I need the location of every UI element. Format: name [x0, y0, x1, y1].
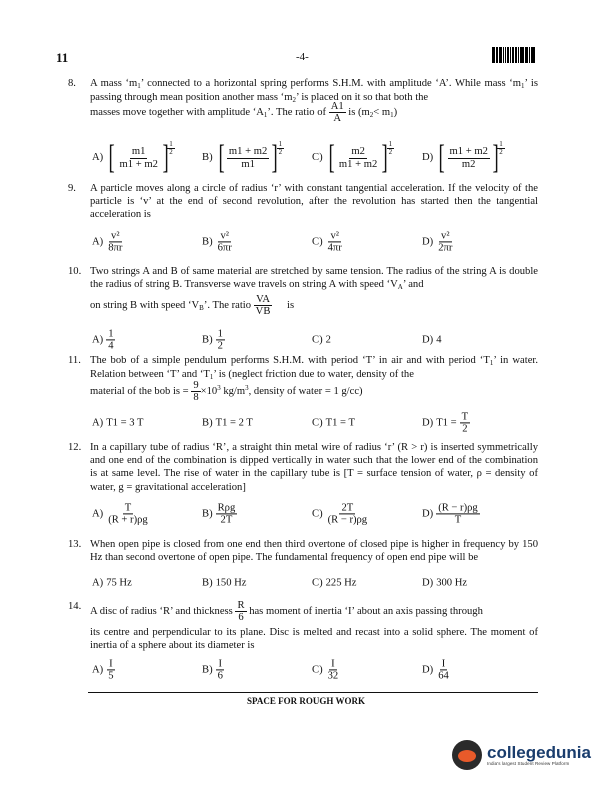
- exp-den: 2: [499, 148, 503, 156]
- exp-den: 2: [388, 148, 393, 156]
- question-9: [68, 182, 538, 222]
- option-label: C): [312, 334, 323, 346]
- question-10-options: [92, 325, 532, 355]
- option-text: T1 = 3 T: [106, 417, 144, 429]
- numerator: v²: [330, 230, 339, 242]
- numerator: (R − r)ρg: [438, 502, 478, 514]
- denominator: m1 + m2: [338, 158, 378, 170]
- option-b: [202, 502, 237, 525]
- option-c: [312, 230, 344, 253]
- denominator: 32: [327, 670, 339, 682]
- question-text: A disc of radius ‘R’ and thickness: [90, 606, 233, 618]
- option-a: [92, 416, 143, 429]
- option-fraction: [106, 658, 115, 681]
- denominator: 5: [108, 670, 114, 682]
- exp-den: 2: [169, 148, 173, 156]
- denominator: m1 + m2: [119, 158, 158, 170]
- barcode-bar: [520, 47, 521, 63]
- denominator: m1: [241, 158, 255, 170]
- option-fraction: [436, 502, 480, 525]
- option-d: [422, 230, 454, 253]
- numerator: m2: [351, 146, 365, 158]
- rough-work-label: SPACE FOR ROUGH WORK: [247, 696, 365, 706]
- denominator: (R + r)ρg: [108, 514, 148, 526]
- option-text: 300 Hz: [436, 577, 468, 589]
- barcode-bar: [497, 47, 498, 63]
- exp-den: 2: [278, 148, 283, 156]
- option-label: C): [312, 152, 323, 164]
- question-number: 12.: [68, 442, 82, 453]
- question-text: The bob of a simple pendulum performs S.H.M. with period ‘T’ in air and with period ‘$T_1$’ in water. Relation between ‘T’ and ‘$T_1$’ is (neglect friction due to water, density of the: [90, 355, 538, 381]
- option-text: 150 Hz: [215, 577, 247, 589]
- option-label: D): [422, 236, 434, 248]
- exp-num: 1: [388, 140, 393, 148]
- option-fraction: [326, 230, 344, 253]
- question-12-options: [92, 498, 532, 530]
- question-number: 10.: [68, 266, 82, 277]
- option-label: B): [202, 508, 213, 520]
- exp-num: 1: [169, 140, 173, 148]
- denominator: 4: [108, 340, 114, 352]
- ratio-cond: is (m: [348, 107, 370, 119]
- question-12: [68, 441, 538, 494]
- option-label: D): [422, 664, 434, 676]
- denominator: T: [454, 514, 462, 526]
- option-c: [312, 576, 357, 589]
- option-b: [202, 416, 253, 429]
- option-label: A): [92, 417, 104, 429]
- option-text: T1 =: [436, 417, 457, 429]
- question-13-options: [92, 575, 532, 591]
- collegedunia-logo: [452, 740, 591, 770]
- question-10-cont: on string B with speed ‘$V_B$’. The ratio $\frac{VA}{VB}$ is: [90, 294, 295, 318]
- option-label: A): [92, 664, 104, 676]
- question-text: In a capillary tube of radius ‘R’, a straight thin metal wire of radius ‘r’ (R > r) is inserted symmetrically and one end of the combination is dipped vertically in water such that the lower end of the combination is at same level. The rise of water in the capillary tube is [T = surface tension of water, ρ = density of water, g = gravitational acceleration]: [90, 442, 538, 493]
- barcode-bar: [512, 47, 514, 63]
- option-label: B): [202, 577, 213, 589]
- option-text: 225 Hz: [325, 577, 357, 589]
- bracket-expr: [216, 141, 285, 175]
- question-8-options: [92, 138, 532, 178]
- option-c: [312, 333, 331, 346]
- numerator: m1 + m2: [449, 146, 488, 158]
- option-fraction: [448, 146, 490, 169]
- option-fraction: [460, 411, 470, 434]
- option-b: [202, 658, 225, 681]
- question-8-cont: masses move together with amplitude ‘$A_1$’. The ratio of $\frac{A1}{A}$ is $(m_2< m_1)$: [90, 101, 398, 125]
- question-14: 14. A disc of radius ‘R’ and thickness $\frac{R}{6}$ has moment of inertia ‘I’ about an axis passing through: [68, 600, 483, 624]
- option-text: 75 Hz: [106, 577, 132, 589]
- denominator: 2: [217, 340, 223, 352]
- mascot-icon: [452, 740, 482, 770]
- option-c: [312, 416, 355, 429]
- option-label: C): [312, 236, 323, 248]
- numerator: m1 + m2: [228, 146, 268, 158]
- denominator: m2: [461, 158, 476, 170]
- option-c: [312, 658, 340, 681]
- option-fraction: [106, 502, 150, 525]
- option-label: A): [92, 508, 104, 520]
- option-fraction: [326, 502, 370, 525]
- barcode-bar: [501, 47, 502, 63]
- page-number: 11: [56, 50, 69, 65]
- option-fraction: [106, 328, 115, 351]
- option-b: [202, 328, 225, 351]
- option-text: T1 = T: [325, 417, 355, 429]
- left-bracket: [: [218, 139, 225, 176]
- option-fraction: [216, 658, 225, 681]
- numerator: I: [441, 658, 446, 670]
- right-bracket: ]: [162, 139, 169, 176]
- barcode: [492, 47, 536, 63]
- option-d: [422, 502, 480, 525]
- option-fraction: [216, 502, 238, 525]
- question-14-options: [92, 655, 532, 685]
- numerator: v²: [220, 230, 229, 242]
- option-label: C): [312, 508, 323, 520]
- page-marker: -4-: [296, 51, 309, 63]
- question-11-options: [92, 410, 532, 436]
- option-label: A): [92, 236, 104, 248]
- numerator: v²: [111, 230, 120, 242]
- left-bracket: [: [438, 139, 445, 176]
- option-text: 4: [436, 334, 442, 346]
- numerator: T: [461, 411, 469, 423]
- logo-brand: collegedunia: [487, 742, 591, 762]
- option-fraction: [436, 230, 454, 253]
- option-a: [92, 576, 132, 589]
- option-label: B): [202, 664, 213, 676]
- question-number: 9.: [68, 183, 76, 194]
- question-11: [68, 354, 538, 382]
- numerator: I: [109, 658, 113, 670]
- question-number: 13.: [68, 539, 82, 550]
- option-b: [202, 230, 234, 253]
- option-label: C): [312, 664, 323, 676]
- option-d: [422, 576, 467, 589]
- option-fraction: [216, 328, 225, 351]
- option-b: [202, 141, 284, 175]
- option-a: [92, 658, 115, 681]
- denominator: 8πr: [108, 242, 123, 254]
- option-c: [312, 141, 394, 175]
- left-bracket: [: [108, 139, 115, 176]
- option-d: [422, 658, 451, 681]
- divider: [88, 692, 538, 693]
- option-label: B): [202, 417, 213, 429]
- denominator: 2T: [220, 514, 233, 526]
- option-text: T1 = 2 T: [215, 417, 253, 429]
- option-label: B): [202, 152, 213, 164]
- barcode-bar: [526, 47, 528, 63]
- option-fraction: [227, 146, 269, 169]
- option-label: B): [202, 334, 213, 346]
- option-label: A): [92, 334, 104, 346]
- option-fraction: [216, 230, 234, 253]
- option-label: C): [312, 577, 323, 589]
- question-number: 11.: [68, 355, 81, 366]
- logo-tagline: India's largest Student Review Platform: [487, 760, 570, 766]
- option-fraction: [118, 146, 160, 169]
- option-d: [422, 411, 470, 434]
- option-label: B): [202, 236, 213, 248]
- numerator: 1: [217, 328, 223, 340]
- ratio-fraction: $\frac{A1}{A}$: [330, 101, 344, 125]
- option-label: C): [312, 417, 323, 429]
- denominator: 2πr: [438, 242, 453, 254]
- numerator: 2T: [341, 502, 354, 514]
- option-label: A): [92, 152, 104, 164]
- barcode-bar: [505, 47, 506, 63]
- exp-num: 1: [499, 140, 503, 148]
- bracket-expr: [326, 141, 395, 175]
- denominator: 6: [217, 670, 223, 682]
- exp-num: 1: [278, 140, 283, 148]
- question-text-cont: masses move together with amplitude ‘$A_1$’. The ratio of: [90, 107, 327, 120]
- option-c: [312, 502, 369, 525]
- question-text: When open pipe is closed from one end then third overtone of closed pipe is higher in frequency by 150 Hz than second overtone of open pipe. The fundamental frequency of open end pipe will be: [90, 539, 538, 564]
- numerator: I: [218, 658, 222, 670]
- question-10: [68, 265, 538, 292]
- question-text: A particle moves along a circle of radius ‘r’ with constant tangential acceleration. If the velocity of the particle is ‘v’ at the end of second revolution, after the revolution has started then the tangential acceleration is: [90, 183, 538, 221]
- numerator: m1: [131, 146, 146, 158]
- option-a: [92, 141, 175, 175]
- option-fraction: [337, 146, 379, 169]
- option-a: [92, 502, 150, 525]
- right-bracket: ]: [381, 139, 389, 176]
- bracket-expr: [106, 141, 175, 175]
- denominator: 64: [438, 670, 449, 682]
- option-label: D): [422, 508, 434, 520]
- option-d: [422, 141, 505, 175]
- numerator: Rρg: [217, 502, 236, 514]
- barcode-bar: [523, 47, 524, 63]
- option-label: D): [422, 334, 434, 346]
- right-bracket: ]: [492, 139, 499, 176]
- option-label: D): [422, 577, 434, 589]
- barcode-bar: [508, 47, 509, 63]
- denominator: 2: [462, 423, 468, 435]
- option-b: [202, 576, 247, 589]
- barcode-bar: [516, 47, 517, 63]
- denominator: 6πr: [217, 242, 232, 254]
- right-bracket: ]: [271, 139, 279, 176]
- question-14-cont: its centre and perpendicular to its plane. Disc is melted and recast into a solid sphere. The moment of inertia of a sphere about its diameter is: [90, 627, 538, 652]
- option-label: D): [422, 152, 434, 164]
- denominator: (R − r)ρg: [327, 514, 368, 526]
- option-fraction: [106, 230, 124, 253]
- bracket-expr: [436, 141, 505, 175]
- barcode-bar: [531, 47, 532, 63]
- ratio-fraction: $\frac{VA}{VB}$: [255, 294, 271, 318]
- question-13: [68, 538, 538, 564]
- question-11-cont: material of the bob is = $\frac{9}{8}$ $\times 10^3$ $kg/m^3$, density of water = 1 g/cc): [90, 380, 363, 404]
- option-fraction: [436, 658, 451, 681]
- left-bracket: [: [328, 139, 335, 176]
- option-fraction: [326, 658, 341, 681]
- barcode-bar: [493, 47, 494, 63]
- numerator: I: [331, 658, 335, 670]
- numerator: v²: [441, 230, 450, 242]
- denominator: 4πr: [327, 242, 342, 254]
- numerator: T: [124, 502, 132, 514]
- question-number: 8.: [68, 78, 76, 89]
- question-text: Two strings A and B of same material are stretched by same tension. The radius of the string A is double the radius of string B. Transverse wave travels on string A with speed ‘$V_A$’ and: [90, 266, 538, 292]
- option-label: D): [422, 417, 434, 429]
- question-text: A mass ‘$m_1$’ connected to a horizontal spring performs S.H.M. with amplitude ‘A’. While mass ‘$m_1$’ is passing through mean position another mass ‘$m_2$’ is placed on it so that both the: [90, 78, 538, 104]
- option-a: [92, 230, 124, 253]
- question-9-options: [92, 226, 532, 258]
- barcode-bar: [534, 47, 535, 63]
- option-a: [92, 328, 115, 351]
- option-label: A): [92, 577, 104, 589]
- option-d: [422, 333, 441, 346]
- question-number: 14.: [68, 601, 82, 612]
- option-text: 2: [325, 334, 331, 346]
- numerator: 1: [108, 328, 114, 340]
